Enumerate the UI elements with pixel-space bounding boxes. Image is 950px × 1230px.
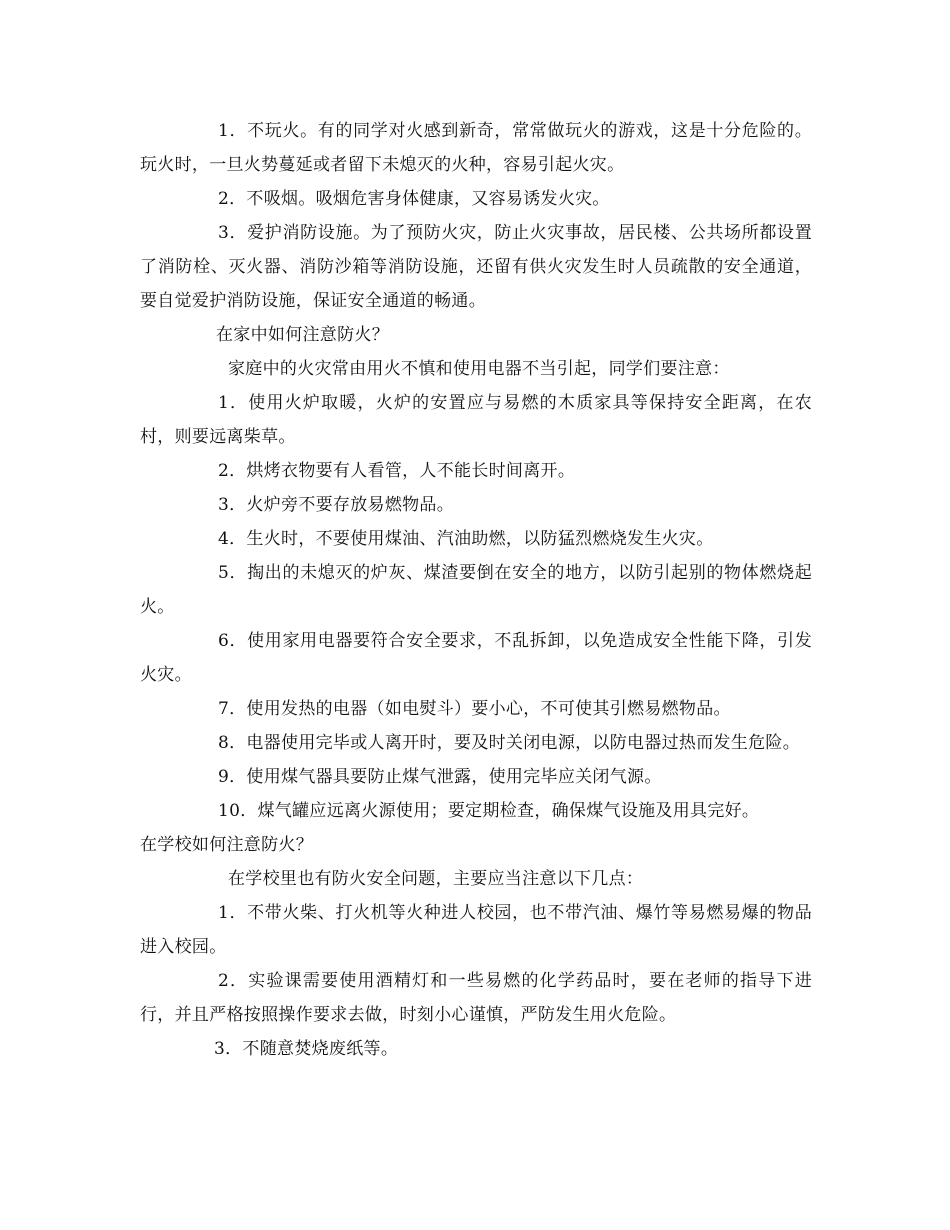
- paragraph-home-item-2: 2．烘烤衣物要有人看管，人不能长时间离开。: [218, 461, 576, 481]
- paragraph-home-intro: 家庭中的火灾常由用火不慎和使用电器不当引起，同学们要注意：: [228, 359, 730, 379]
- paragraph-no-smoking: 2．不吸烟。吸烟危害身体健康，又容易诱发火灾。: [218, 189, 610, 209]
- paragraph-home-item-4: 4．生火时，不要使用煤油、汽油助燃，以防猛烈燃烧发生火灾。: [218, 529, 714, 549]
- paragraph-home-item-10: 10．煤气罐应远离火源使用；要定期检查，确保煤气设施及用具完好。: [218, 801, 760, 821]
- heading-home-fire-safety: 在家中如何注意防火？: [216, 325, 389, 345]
- paragraph-home-item-5: 5．掏出的未熄灭的炉灰、煤渣要倒在安全的地方，以防引起别的物体燃烧起火。: [140, 563, 812, 617]
- paragraph-school-item-1: 1．不带火柴、打火机等火种进人校园，也不带汽油、爆竹等易燃易爆的物品进入校园。: [140, 903, 812, 957]
- paragraph-home-item-1: 1．使用火炉取暖，火炉的安置应与易燃的木质家具等保持安全距离，在农村，则要远离柴草。: [140, 393, 812, 447]
- paragraph-home-item-6: 6．使用家用电器要符合安全要求，不乱拆卸，以免造成安全性能下降，引发火灾。: [140, 631, 812, 685]
- heading-school-fire-safety: 在学校如何注意防火？: [140, 835, 313, 855]
- paragraph-home-item-8: 8．电器使用完毕或人离开时，要及时关闭电源，以防电器过热而发生危险。: [218, 733, 801, 753]
- paragraph-home-item-7: 7．使用发热的电器（如电熨斗）要小心，不可使其引燃易燃物品。: [218, 699, 731, 719]
- paragraph-home-item-9: 9．使用煤气器具要防止煤气泄露，使用完毕应关闭气源。: [218, 767, 662, 787]
- paragraph-school-intro: 在学校里也有防火安全问题，主要应当注意以下几点：: [228, 869, 644, 889]
- document-body: [140, 114, 812, 1066]
- paragraph-protect-facilities: 3．爱护消防设施。为了预防火灾，防止火灾事故，居民楼、公共场所都设置了消防栓、灭火器、消防沙箱等消防设施，还留有供火灾发生时人员疏散的安全通道，要自觉爱护消防设施，保证安全通道的畅通。: [140, 223, 812, 311]
- paragraph-school-item-2: 2．实验课需要使用酒精灯和一些易燃的化学药品时，要在老师的指导下进行，并且严格按照操作要求去做，时刻小心谨慎，严防发生用火危险。: [140, 971, 812, 1025]
- paragraph-no-playing-fire: 1．不玩火。有的同学对火感到新奇，常常做玩火的游戏，这是十分危险的。玩火时，一旦火势蔓延或者留下未熄灭的火种，容易引起火灾。: [140, 121, 812, 175]
- paragraph-school-item-3: 3．不随意焚烧废纸等。: [214, 1039, 399, 1059]
- paragraph-home-item-3: 3．火炉旁不要存放易燃物品。: [218, 495, 455, 515]
